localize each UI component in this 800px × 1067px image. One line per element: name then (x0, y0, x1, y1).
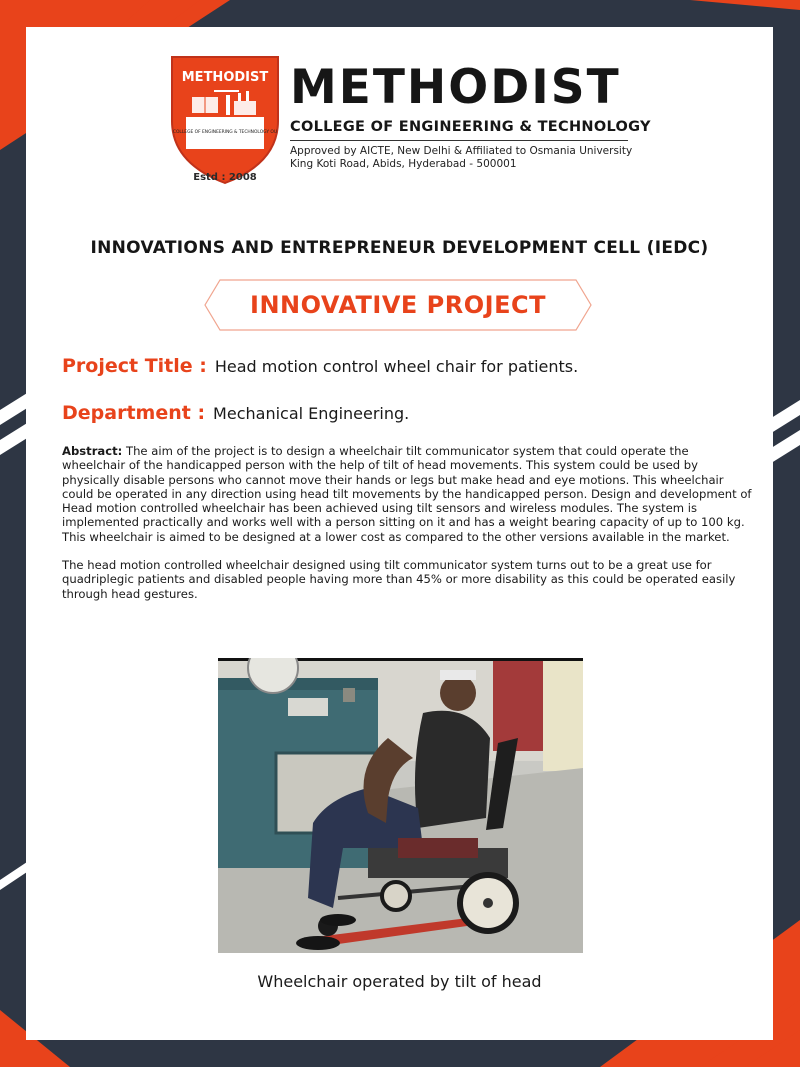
project-title-label: Project Title : (62, 355, 207, 377)
college-logo-shield-icon (164, 51, 286, 191)
project-title-row (62, 355, 578, 377)
abstract-label: Abstract: (62, 444, 123, 458)
address-line: King Koti Road, Abids, Hyderabad - 500001 (290, 158, 517, 170)
photo-caption: Wheelchair operated by tilt of head (257, 972, 542, 991)
abstract-text-1: The aim of the project is to design a wheelchair tilt communicator system that could operate the wheelchair of the handicapped person with the help of tilt of head movements. This system could be used by physically disable persons who cannot move their hands or legs but make head and eye motions. This wheelchair could be operated in any direction using head tilt movements by the handicapped person. Design and development of Head motion controlled wheelchair has been achieved using tilt sensors and wireless modules. The system is implemented practically and works well with a person sitting on it and has a weight bearing capacity of up to 100 kg. This wheelchair is aimed to be designed at a lower cost as compared to the other versions available in the market. (62, 444, 752, 544)
abstract-paragraph-1 (62, 444, 752, 544)
logo-text: METHODIST (181, 70, 269, 85)
approval-info (290, 145, 632, 171)
department-row (62, 402, 409, 424)
banner-title: INNOVATIVE PROJECT (250, 291, 546, 319)
header-divider (290, 140, 628, 141)
department-value: Mechanical Engineering. (213, 404, 410, 423)
approval-line: Approved by AICTE, New Delhi & Affiliated to Osmania University (290, 145, 633, 157)
cell-title: INNOVATIONS AND ENTREPRENEUR DEVELOPMENT CELL (IEDC) (90, 238, 709, 258)
department-label: Department : (62, 402, 206, 424)
logo-subtext: COLLEGE OF ENGINEERING & TECHNOLOGY OU (172, 130, 278, 135)
established-year: Estd : 2008 (193, 172, 257, 183)
wheelchair-photo (218, 658, 583, 953)
abstract (62, 444, 752, 601)
abstract-paragraph-2: The head motion controlled wheelchair designed using tilt communicator system turns out to be a great use for quadriplegic patients and disabled people having more than 45% or more disability as this could be operated easily through head gestures. (62, 558, 736, 601)
college-subtitle: COLLEGE OF ENGINEERING & TECHNOLOGY (290, 119, 651, 135)
college-name: METHODIST (290, 60, 621, 115)
project-title-value: Head motion control wheel chair for patients. (214, 357, 579, 376)
